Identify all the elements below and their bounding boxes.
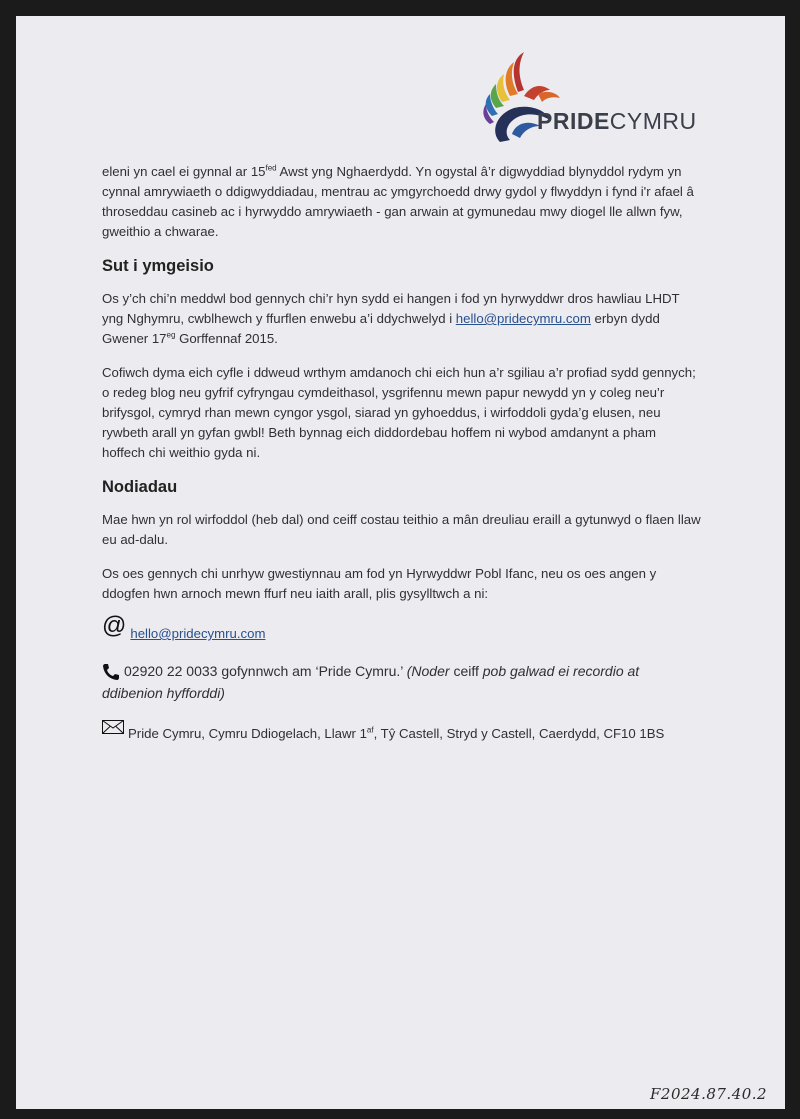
phone-note-a: (Noder (406, 663, 454, 679)
apply-heading: Sut i ymgeisio (102, 257, 214, 275)
apply-sup: eg (166, 330, 176, 340)
intro-text-2: Awst yng Nghaerdydd. Yn ogystal â’r digwyddiad blynyddol rydym yn cynnal amrywiaeth o ddigwyddiadau, mentrau ac ymgyrchoedd drwy gydol y flwyddyn i fynd i'r afael â throseddau casineb ac i hyrwyddo amrywiaeth - gan arwain at gymunedau mwy diogel lle allwn fyw, gweithio a chwarae. (102, 164, 694, 239)
contact-email-link[interactable]: hello@pridecymru.com (130, 626, 266, 641)
apply-text-1: Os y’ch chi’n meddwl bod gennych chi’r hyn sydd ei hangen i fod yn hyrwyddwr dros hawliau LHDT yng Nghymru, cwblhewch y ffurflen enwebu a’i ddychwelyd i (102, 291, 680, 326)
logo-brand-bold: PRIDE (537, 108, 610, 134)
contact-email (102, 612, 702, 644)
email-link[interactable]: hello@pridecymru.com (455, 311, 591, 326)
envelope-icon (102, 720, 124, 734)
address-sup: af (366, 725, 374, 735)
logo-wordmark (537, 108, 697, 135)
intro-text-1: eleni yn cael ei gynnal ar 15 (102, 164, 266, 179)
phone-note-b: ceiff (453, 663, 483, 679)
apply-paragraph-2: Cofiwch dyma eich cyfle i ddweud wrthym amdanoch chi eich hun a’r sgiliau a’r profiad sydd gennych; o redeg blog neu gyfrif cyfryngau cymdeithasol, ysgrifennu mewn papur newydd yn y coleg neu’r brifysgol, cymryd rhan mewn cyngor ysgol, siarad yn gyhoeddus, i wirfoddoli gyda’g elusen, neu rywbeth arall yn gyfan gwbl! Beth bynnag eich diddordebau hoffem ni wybod amdanynt a pham hoffech chi weithio gyda ni. (102, 365, 696, 460)
notes-paragraph-1: Mae hwn yn rol wirfoddol (heb dal) ond ceiff costau teithio a mân dreuliau eraill a gytunwyd o flaen llaw eu ad-dalu. (102, 512, 701, 547)
phone-icon (102, 663, 120, 681)
contact-phone (102, 660, 702, 704)
address-part-2: , Tŷ Castell, Stryd y Castell, Caerdydd, CF10 1BS (373, 726, 665, 741)
address-part-1: Pride Cymru, Cymru Ddiogelach, Llawr 1 (128, 726, 367, 741)
intro-paragraph (102, 162, 702, 242)
phone-text: 02920 22 0033 gofynnwch am ‘Pride Cymru.’ (124, 663, 407, 679)
logo-brand-regular: CYMRU (609, 108, 697, 134)
notes-heading: Nodiadau (102, 478, 178, 496)
apply-text-2: erbyn dydd Gwener 17 (102, 311, 660, 346)
address-text (128, 724, 664, 744)
intro-sup: fed (265, 163, 277, 173)
at-icon: @ (102, 612, 127, 639)
archive-reference: F2024.87.40.2 (650, 1085, 768, 1103)
contact-address (102, 720, 702, 744)
phone-note-c: pob galwad ei recordio at ddibenion hyfforddi) (102, 663, 640, 701)
notes-paragraph-2: Os oes gennych chi unrhyw gwestiynnau am fod yn Hyrwyddwr Pobl Ifanc, neu os oes angen y ddogfen hwn arnoch mewn ffurf neu iaith arall, plis gysylltwch a ni: (102, 566, 657, 601)
apply-text-3: Gorffennaf 2015. (175, 331, 278, 346)
document-body (102, 162, 702, 760)
apply-paragraph-1 (102, 289, 702, 349)
